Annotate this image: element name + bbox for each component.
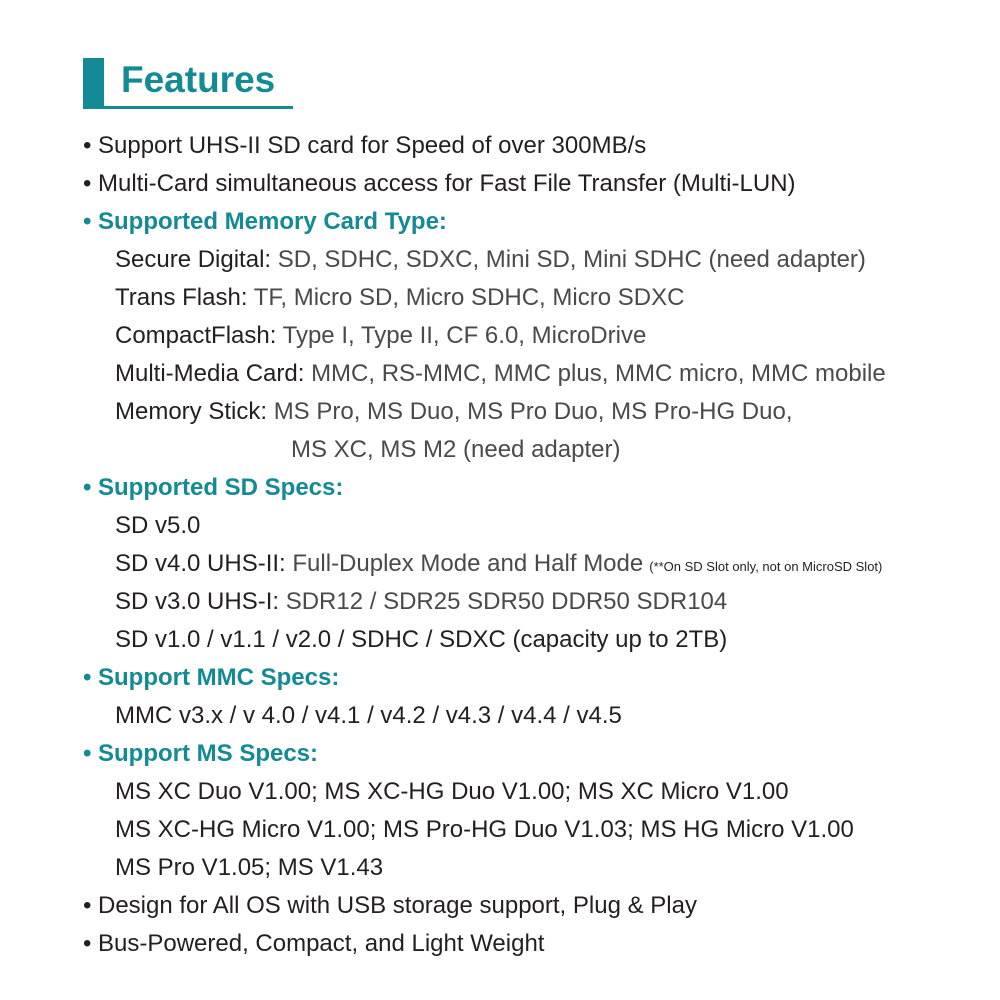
feature-text: Bus-Powered, Compact, and Light Weight [98, 930, 545, 957]
feature-text: Support UHS-II SD card for Speed of over 300MB/s [98, 132, 647, 159]
header-accent-bar [83, 58, 104, 108]
spec-row [83, 811, 993, 849]
bullet: • [83, 892, 92, 919]
spec-text: SD v5.0 [115, 512, 201, 539]
card-type-row [83, 279, 993, 317]
section-heading-mmc-specs [83, 659, 993, 697]
feature-text: Multi-Card simultaneous access for Fast File Transfer (Multi-LUN) [98, 170, 796, 197]
bullet: • [83, 132, 92, 159]
card-type-label: Memory Stick: [115, 398, 268, 425]
card-type-value: SD, SDHC, SDXC, Mini SD, Mini SDHC (need adapter) [277, 246, 866, 273]
feature-item-bus-powered [83, 925, 993, 963]
section-heading-ms-specs [83, 735, 993, 773]
spec-text: SD v1.0 / v1.1 / v2.0 / SDHC / SDXC (capacity up to 2TB) [115, 626, 728, 653]
feature-item-os-support [83, 887, 993, 925]
card-type-label: Secure Digital: [115, 246, 272, 273]
spec-text: MS XC Duo V1.00; MS XC-HG Duo V1.00; MS XC Micro V1.00 [115, 778, 789, 805]
section-heading-text: Support MS Specs: [98, 740, 319, 767]
card-type-value: Type I, Type II, CF 6.0, MicroDrive [282, 322, 647, 349]
spec-value: Full-Duplex Mode and Half Mode [292, 550, 644, 577]
spec-row [83, 849, 993, 887]
spec-label: SD v4.0 UHS-II: [115, 550, 286, 577]
section-heading-sd-specs [83, 469, 993, 507]
card-type-row [83, 317, 993, 355]
section-heading-memory-cards [83, 203, 993, 241]
bullet: • [83, 208, 92, 235]
bullet: • [83, 474, 92, 501]
spec-row [83, 621, 993, 659]
section-heading-text: Support MMC Specs: [98, 664, 340, 691]
card-type-label: Trans Flash: [115, 284, 248, 311]
card-type-row [83, 241, 993, 279]
card-type-row [83, 355, 993, 393]
card-type-value: TF, Micro SD, Micro SDHC, Micro SDXC [253, 284, 685, 311]
features-list [83, 127, 993, 963]
card-type-value: MS XC, MS M2 (need adapter) [291, 436, 621, 463]
card-type-value: MS Pro, MS Duo, MS Pro Duo, MS Pro-HG Duo, [273, 398, 793, 425]
bullet: • [83, 930, 92, 957]
section-heading-text: Supported Memory Card Type: [98, 208, 447, 235]
spec-text: MS XC-HG Micro V1.00; MS Pro-HG Duo V1.03; MS HG Micro V1.00 [115, 816, 854, 843]
bullet: • [83, 170, 92, 197]
spec-value: SDR12 / SDR25 SDR50 DDR50 SDR104 [285, 588, 728, 615]
bullet: • [83, 664, 92, 691]
spec-row [83, 697, 993, 735]
feature-text: Design for All OS with USB storage support, Plug & Play [98, 892, 697, 919]
spec-row [83, 773, 993, 811]
card-type-label: CompactFlash: [115, 322, 277, 349]
card-type-continuation [83, 431, 993, 469]
features-header [83, 58, 293, 110]
spec-label: SD v3.0 UHS-I: [115, 588, 280, 615]
spec-row [83, 507, 993, 545]
bullet: • [83, 740, 92, 767]
spec-text: MS Pro V1.05; MS V1.43 [115, 854, 384, 881]
spec-row [83, 583, 993, 621]
header-underline [83, 106, 293, 109]
spec-footnote: (**On SD Slot only, not on MicroSD Slot) [649, 559, 883, 574]
section-heading-text: Supported SD Specs: [98, 474, 344, 501]
card-type-row [83, 393, 993, 431]
page-title: Features [121, 59, 276, 100]
card-type-label: Multi-Media Card: [115, 360, 305, 387]
feature-item-multilun [83, 165, 993, 203]
spec-row [83, 545, 993, 583]
feature-item-uhs2 [83, 127, 993, 165]
card-type-value: MMC, RS-MMC, MMC plus, MMC micro, MMC mobile [311, 360, 886, 387]
spec-text: MMC v3.x / v 4.0 / v4.1 / v4.2 / v4.3 / v4.4 / v4.5 [115, 702, 622, 729]
